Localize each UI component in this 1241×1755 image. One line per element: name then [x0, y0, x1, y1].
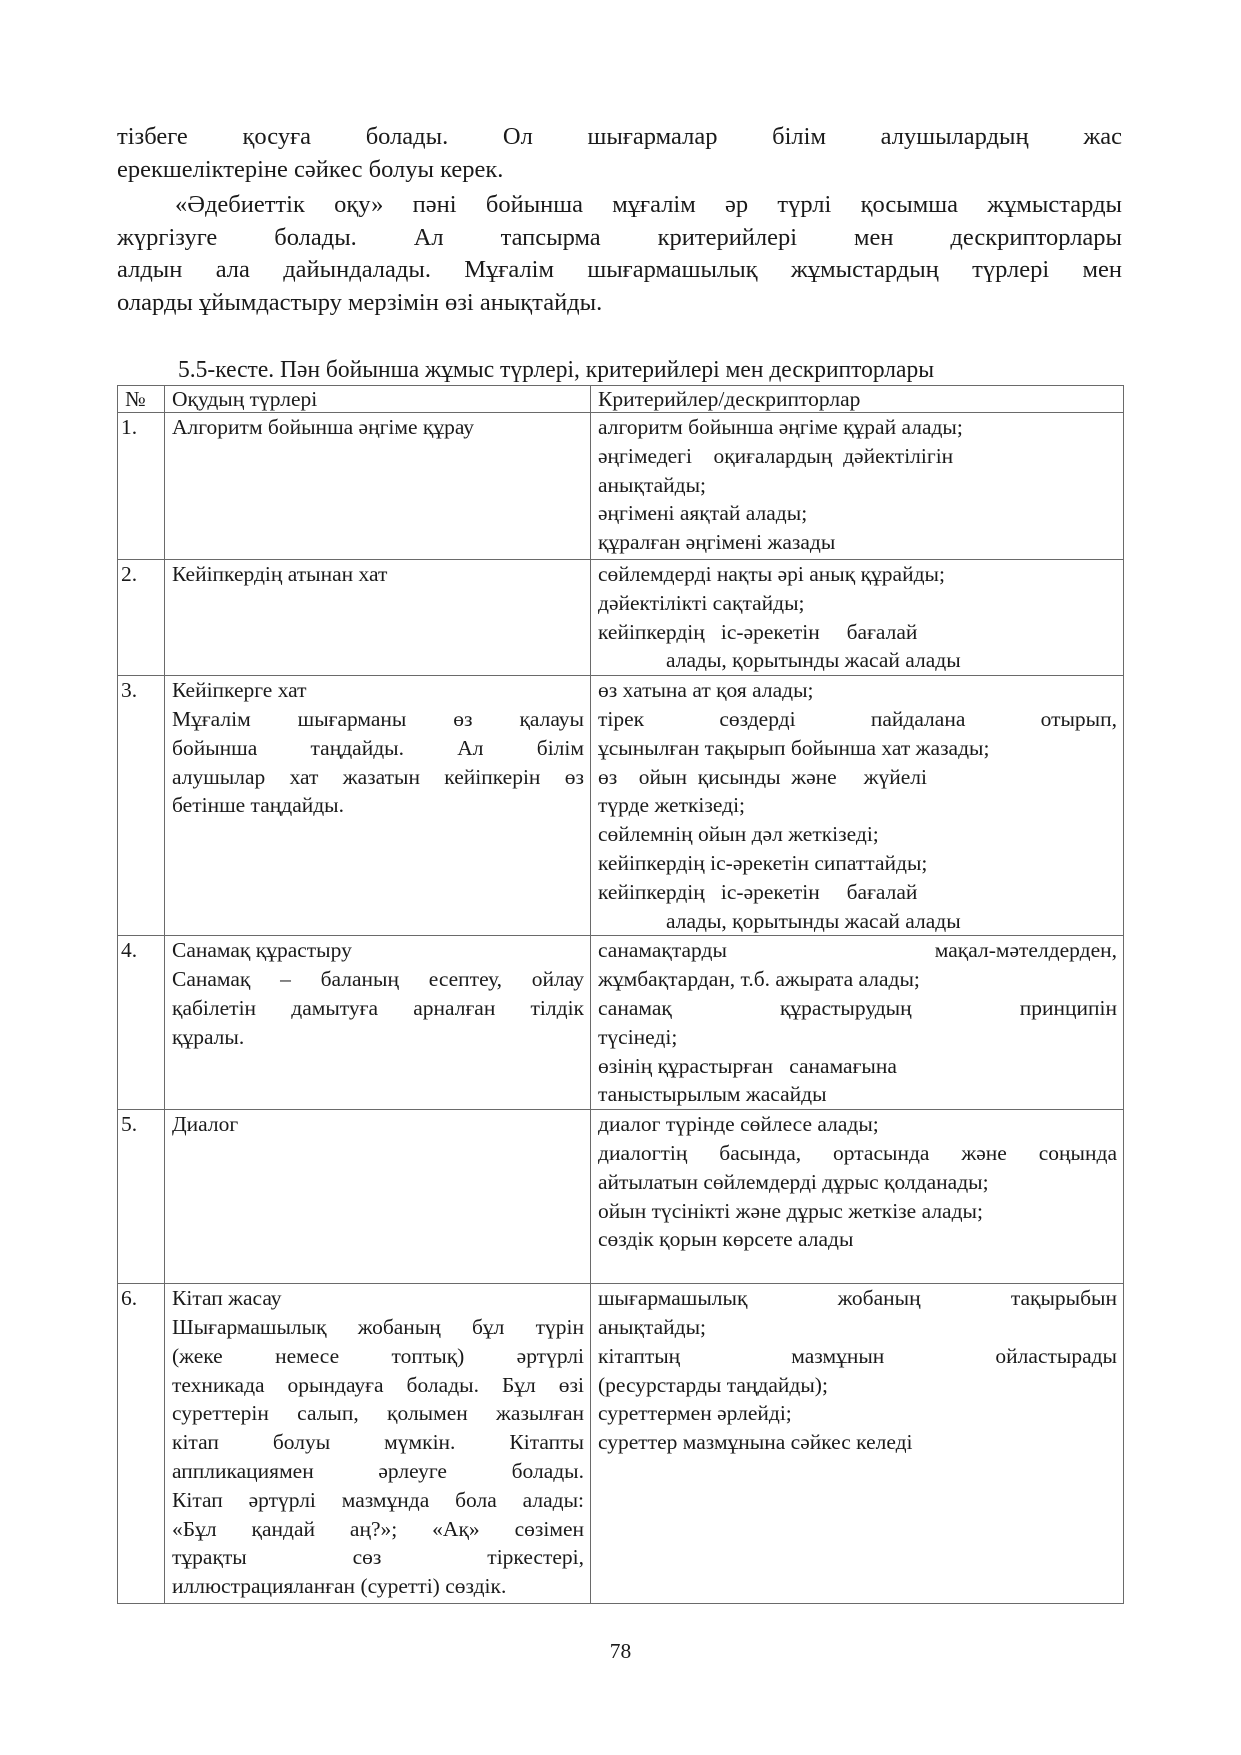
- criteria-line: санамақ құрастырудың принципін: [598, 995, 1117, 1020]
- criteria-line: диалог түрінде сөйлесе алады;: [598, 1112, 879, 1137]
- row-number: 1.: [118, 413, 165, 560]
- table-header-row: [118, 386, 1124, 413]
- criteria-line: сөйлемнің ойын дәл жеткізеді;: [598, 822, 879, 847]
- row-number: 5.: [118, 1110, 165, 1284]
- criteria-cell: [591, 936, 1124, 1110]
- reading-type-cell: [165, 936, 591, 1110]
- row-number: 3.: [118, 676, 165, 936]
- paragraph-continuation: [117, 121, 1122, 186]
- criteria-cell: [591, 676, 1124, 936]
- criteria-line: анықтайды;: [598, 472, 707, 497]
- table-row: [118, 1284, 1124, 1604]
- criteria-line: сөздік қорын көрсете алады: [598, 1227, 854, 1252]
- criteria-line: алгоритм бойынша әңгіме құрай алады;: [598, 415, 963, 439]
- paragraph-line: алдын ала дайындалады. Мұғалім шығармашылық жұмыстардың түрлері мен: [117, 256, 1122, 283]
- criteria-line: дәйектілікті сақтайды;: [598, 590, 805, 615]
- row-number: 6.: [118, 1284, 165, 1604]
- criteria-line: кейіпкердің іс-әрекетін бағалай: [598, 879, 918, 904]
- criteria-line: суреттер мазмұнына сәйкес келеді: [598, 1430, 913, 1455]
- reading-type-description-line: алушылар хат жазатын кейіпкерін өз: [172, 764, 584, 789]
- criteria-line: (ресурстарды таңдайды);: [598, 1372, 828, 1397]
- paragraph-literary-reading: [117, 189, 1122, 319]
- table-row: [118, 1110, 1124, 1284]
- criteria-line: санамақтарды мақал-мәтелдерден,: [598, 938, 1117, 963]
- criteria-line: өзінің құрастырған санамағына: [598, 1053, 897, 1078]
- criteria-cell: [591, 1110, 1124, 1284]
- criteria-line: шығармашылық жобаның тақырыбын: [598, 1286, 1117, 1311]
- reading-type-description-line: тұрақты сөз тіркестері,: [172, 1545, 584, 1570]
- reading-type-title: Кейіпкердің атынан хат: [172, 562, 388, 586]
- criteria-line: алады, қорытынды жасай алады: [666, 908, 961, 933]
- table-body: [118, 413, 1124, 1604]
- header-reading-types: Оқудың түрлері: [165, 386, 591, 413]
- reading-type-cell: [165, 560, 591, 676]
- reading-type-cell: [165, 1110, 591, 1284]
- criteria-line: кейіпкердің іс-әрекетін сипаттайды;: [598, 850, 928, 875]
- reading-type-description-line: Кітап әртүрлі мазмұнда бола алады:: [172, 1487, 584, 1512]
- criteria-cell: [591, 413, 1124, 560]
- reading-type-description-line: иллюстрацияланған (суретті) сөздік.: [172, 1574, 507, 1599]
- paragraph-line: ерекшеліктеріне сәйкес болуы керек.: [117, 155, 504, 183]
- reading-type-title: Алгоритм бойынша әңгіме құрау: [172, 415, 475, 439]
- reading-type-title: Кейіпкерге хат: [172, 678, 307, 703]
- criteria-line: сөйлемдерді нақты әрі анық құрайды;: [598, 562, 945, 586]
- paragraph-line: оларды ұйымдастыру мерзімін өзі анықтайды.: [117, 288, 603, 316]
- reading-type-description-line: бойынша таңдайды. Ал білім: [172, 735, 584, 760]
- table-caption: 5.5-кесте. Пән бойынша жұмыс түрлері, критерийлері мен дескрипторлары: [178, 356, 935, 383]
- reading-type-description-line: Шығармашылық жобаның бұл түрін: [172, 1314, 584, 1339]
- row-number: 4.: [118, 936, 165, 1110]
- reading-type-description-line: бетінше таңдайды.: [172, 793, 344, 818]
- reading-type-description-line: Мұғалім шығарманы өз қалауы: [172, 706, 584, 731]
- reading-type-description-line: суреттерін салып, қолымен жазылған: [172, 1401, 584, 1426]
- table-row: [118, 676, 1124, 936]
- table-row: [118, 413, 1124, 560]
- reading-type-title: Диалог: [172, 1112, 239, 1137]
- row-number: 2.: [118, 560, 165, 676]
- criteria-line: жұмбақтардан, т.б. ажырата алады;: [598, 967, 920, 992]
- reading-type-title: Санамақ құрастыру: [172, 938, 352, 963]
- reading-type-description-line: «Бұл қандай аң?»; «Ақ» сөзімен: [172, 1516, 584, 1541]
- criteria-line: айтылатын сөйлемдерді дұрыс қолданады;: [598, 1169, 989, 1194]
- reading-type-description-line: құралы.: [172, 1024, 245, 1049]
- reading-type-description-line: Санамақ – баланың есептеу, ойлау: [172, 967, 584, 992]
- reading-type-cell: [165, 413, 591, 560]
- criteria-line: диалогтің басында, ортасында және соңында: [598, 1140, 1117, 1165]
- criteria-line: өз ойын қисынды және жүйелі: [598, 764, 927, 789]
- criteria-line: кейіпкердің іс-әрекетін бағалай: [598, 619, 918, 644]
- table-row: [118, 936, 1124, 1110]
- criteria-line: ұсынылған тақырып бойынша хат жазады;: [598, 735, 990, 760]
- reading-type-description-line: аппликациямен әрлеуге болады.: [172, 1458, 584, 1483]
- criteria-line: құралған әңгімені жазады: [598, 530, 836, 555]
- page-number: 78: [609, 1639, 632, 1663]
- criteria-line: суреттермен әрлейді;: [598, 1401, 792, 1426]
- work-types-table: [117, 385, 1124, 1604]
- reading-type-cell: [165, 676, 591, 936]
- criteria-line: әңгімені аяқтай алады;: [598, 501, 808, 526]
- reading-type-cell: [165, 1284, 591, 1604]
- criteria-line: әңгімедегі оқиғалардың дәйектілігін: [598, 443, 954, 468]
- paragraph-line: тізбеге қосуға болады. Ол шығармалар білім алушылардың жас: [117, 123, 1122, 150]
- header-number: №: [118, 386, 165, 413]
- criteria-line: тірек сөздерді пайдалана отырып,: [598, 706, 1117, 731]
- reading-type-description-line: кітап болуы мүмкін. Кітапты: [172, 1430, 584, 1455]
- reading-type-description-line: техникада орындауға болады. Бұл өзі: [172, 1372, 584, 1397]
- criteria-line: таныстырылым жасайды: [598, 1082, 827, 1107]
- paragraph-line: «Әдебиеттік оқу» пәні бойынша мұғалім әр түрлі қосымша жұмыстарды: [175, 191, 1122, 218]
- reading-type-description-line: қабілетін дамытуға арналған тілдік: [172, 995, 584, 1020]
- criteria-cell: [591, 560, 1124, 676]
- criteria-line: түрде жеткізеді;: [598, 793, 746, 818]
- criteria-line: ойын түсінікті және дұрыс жеткізе алады;: [598, 1198, 983, 1223]
- criteria-line: кітаптың мазмұнын ойластырады: [598, 1343, 1117, 1368]
- header-criteria: Критерийлер/дескрипторлар: [591, 386, 1124, 413]
- criteria-cell: [591, 1284, 1124, 1604]
- criteria-line: алады, қорытынды жасай алады: [666, 648, 961, 673]
- criteria-line: анықтайды;: [598, 1314, 707, 1339]
- reading-type-description-line: (жеке немесе топтық) әртүрлі: [172, 1343, 584, 1368]
- paragraph-line: жүргізуге болады. Ал тапсырма критерийлері мен дескрипторлары: [117, 223, 1122, 251]
- criteria-line: өз хатына ат қоя алады;: [598, 678, 814, 703]
- reading-type-title: Кітап жасау: [172, 1286, 282, 1311]
- table-row: [118, 560, 1124, 676]
- criteria-line: түсінеді;: [598, 1024, 678, 1049]
